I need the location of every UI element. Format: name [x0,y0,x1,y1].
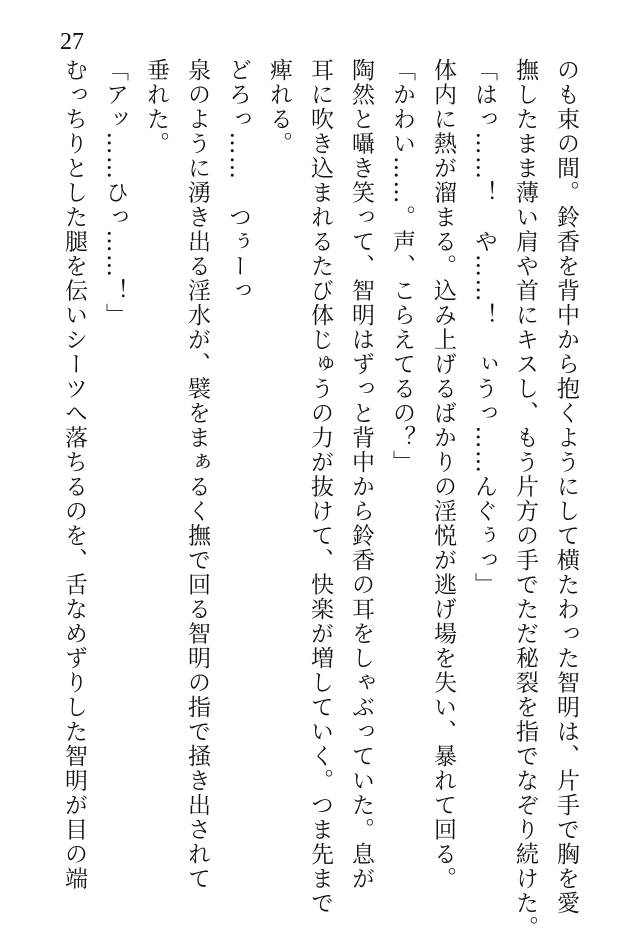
body-text [61,58,586,940]
text-line: 泉のように湧き出る淫水が、襞をまぁるく撫で回る智明の指で掻き出されて [184,58,210,891]
dialogue-line: 「かわい……。声、こらえてるの？」 [389,58,415,475]
text-line: 垂れた。 [143,58,169,156]
page-number: 27 [60,29,84,55]
text-line: のも束の間。鈴香を背中から抱くようにして横たわった智明は、片手で胸を愛 [553,58,579,916]
dialogue-line: 「はっ……！ や……！ ぃうっ……んぐぅっ」 [471,58,497,597]
dialogue-line: 「アッ……ひっ……！」 [102,58,128,328]
sound-effect-line: どろっ…… つぅーっ [225,58,251,303]
text-line: むっちりとした腿を伝いシーツへ落ちるのを、舌なめずりした智明が目の端 [61,58,87,891]
text-line: 体内に熱が溜まる。込み上げるばかりの淫悦が逃げ場を失い、暴れて回る。 [430,58,456,891]
text-line: 撫したまま薄い肩や首にキスし、もう片方の手でただ秘裂を指でなぞり続けた。 [512,58,538,940]
text-line: 痺れる。 [266,58,292,156]
text-line: 陶然と囁き笑って、智明はずっと背中から鈴香の耳をしゃぶっていた。息が [348,58,374,891]
text-line: 耳に吹き込まれるたび体じゅうの力が抜けて、快楽が増していく。つま先まで [307,58,333,916]
